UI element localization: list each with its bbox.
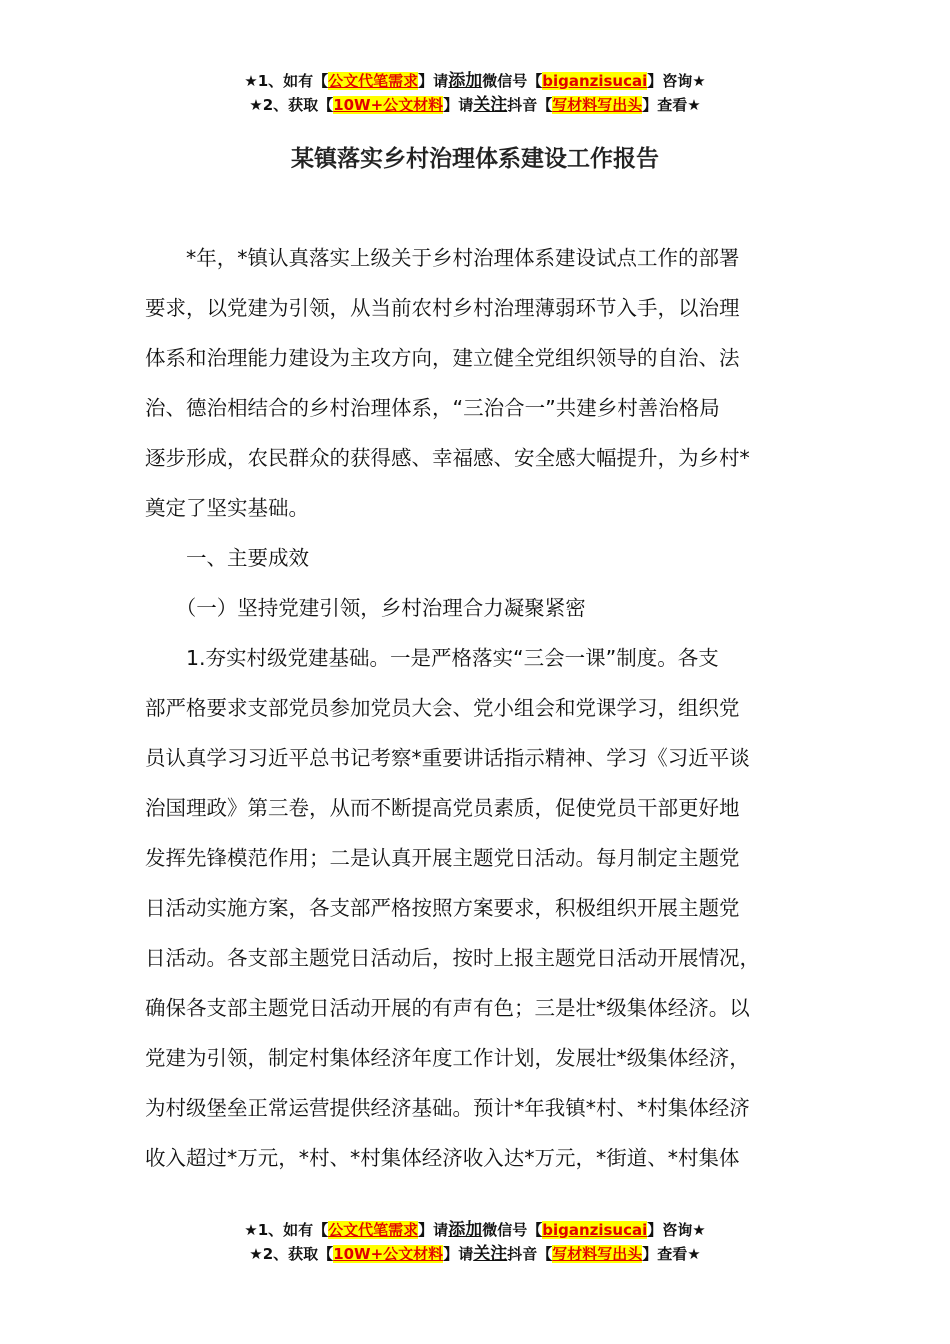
banner-text: 抖音【 — [507, 1245, 553, 1263]
banner-text: 】请 — [418, 1221, 449, 1239]
text-line: 发挥先锋模范作用；二是认真开展主题党日活动。每月制定主题党 — [145, 846, 740, 870]
banner-text: 微信号【 — [482, 72, 543, 90]
banner-text: ★2、获取【 — [249, 1245, 334, 1263]
banner-highlight: biganzisucai — [542, 72, 648, 90]
banner-text: 】查看★ — [642, 96, 701, 114]
banner-text: 】请 — [443, 96, 474, 114]
banner-text: 】请 — [418, 72, 449, 90]
banner-row-1 — [0, 69, 950, 93]
text-line: 确保各支部主题党日活动开展的有声有色；三是壮*级集体经济。以 — [145, 996, 750, 1020]
banner-underline: 关注 — [473, 1244, 508, 1264]
banner-highlight: 写材料写出头 — [552, 96, 643, 114]
text-line: 1.夯实村级党建基础。一是严格落实“三会一课”制度。各支 — [145, 646, 719, 670]
text-line: 部严格要求支部党员参加党员大会、党小组会和党课学习，组织党 — [145, 696, 740, 720]
text-line: 逐步形成，农民群众的获得感、幸福感、安全感大幅提升，为乡村* — [145, 446, 750, 470]
text-line: 一、主要成效 — [145, 546, 309, 570]
banner-text: 】请 — [443, 1245, 474, 1263]
text-line: 要求，以党建为引领，从当前农村乡村治理薄弱环节入手，以治理 — [145, 296, 740, 320]
text-line: 体系和治理能力建设为主攻方向，建立健全党组织领导的自治、法 — [145, 346, 740, 370]
text-line: 奠定了坚实基础。 — [145, 496, 309, 520]
text-line: 党建为引领，制定村集体经济年度工作计划，发展壮*级集体经济， — [145, 1046, 750, 1070]
banner-text: ★1、如有【 — [244, 1221, 329, 1239]
banner-text: ★2、获取【 — [249, 96, 334, 114]
banner-text: 】查看★ — [642, 1245, 701, 1263]
text-line: *年，*镇认真落实上级关于乡村治理体系建设试点工作的部署 — [145, 246, 740, 270]
banner-highlight: 10W+公文材料 — [333, 1245, 444, 1263]
text-line: 收入超过*万元，*村、*村集体经济收入达*万元，*街道、*村集体 — [145, 1146, 740, 1170]
banner-highlight: 公文代笔需求 — [328, 1221, 419, 1239]
document-title: 某镇落实乡村治理体系建设工作报告 — [291, 146, 659, 172]
banner-row-1 — [0, 1218, 950, 1242]
banner-highlight: biganzisucai — [542, 1221, 648, 1239]
banner-highlight: 写材料写出头 — [552, 1245, 643, 1263]
text-line: 员认真学习习近平总书记考察*重要讲话指示精神、学习《习近平谈 — [145, 746, 750, 770]
document-body — [145, 233, 825, 1183]
footer-banner — [0, 1218, 950, 1266]
text-line: 日活动。各支部主题党日活动后，按时上报主题党日活动开展情况， — [145, 946, 760, 970]
banner-text: 抖音【 — [507, 96, 553, 114]
banner-underline: 添加 — [448, 1220, 483, 1240]
banner-highlight: 10W+公文材料 — [333, 96, 444, 114]
banner-underline: 添加 — [448, 71, 483, 91]
text-line: 治、德治相结合的乡村治理体系，“三治合一”共建乡村善治格局 — [145, 396, 720, 420]
banner-row-2 — [0, 1242, 950, 1266]
banner-text: 】咨询★ — [647, 72, 706, 90]
text-line: （一）坚持党建引领，乡村治理合力凝聚紧密 — [145, 596, 586, 620]
banner-text: 微信号【 — [482, 1221, 543, 1239]
header-banner — [0, 69, 950, 117]
text-line: 治国理政》第三卷，从而不断提高党员素质，促使党员干部更好地 — [145, 796, 740, 820]
banner-row-2 — [0, 93, 950, 117]
banner-underline: 关注 — [473, 95, 508, 115]
text-line: 日活动实施方案，各支部严格按照方案要求，积极组织开展主题党 — [145, 896, 740, 920]
text-line: 为村级堡垒正常运营提供经济基础。预计*年我镇*村、*村集体经济 — [145, 1096, 750, 1120]
banner-highlight: 公文代笔需求 — [328, 72, 419, 90]
banner-text: 】咨询★ — [647, 1221, 706, 1239]
banner-text: ★1、如有【 — [244, 72, 329, 90]
